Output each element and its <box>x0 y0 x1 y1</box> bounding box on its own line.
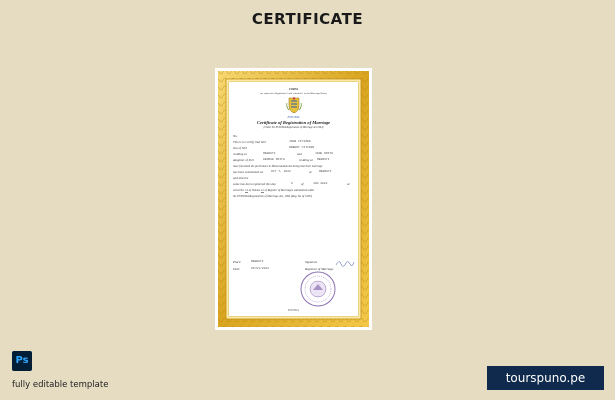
groom-residence: MEERUTI <box>263 152 276 155</box>
photoshop-icon: Ps <box>12 351 32 371</box>
line8-label: same has been registered this day <box>233 182 276 186</box>
line9-a: serial No. <box>233 188 245 192</box>
bride-residence: MEERUTI <box>317 158 330 161</box>
line3-label: residing at <box>233 152 247 156</box>
bride-father-name: GEORGE SMITH <box>263 158 285 161</box>
line8-of: of <box>301 182 304 186</box>
registered-month: JAN 2022 <box>313 182 328 185</box>
certificate-title: Certificate of Registration of Marriage <box>256 120 331 125</box>
solemnized-place: MEERUTI <box>319 170 332 173</box>
brand-badge[interactable]: tourspuno.pe <box>487 366 604 390</box>
line4-mid: residing at <box>299 158 313 162</box>
signature-icon <box>335 258 355 268</box>
line6-label: has been solemnized on <box>233 170 264 174</box>
page-title: CERTIFICATE <box>251 10 364 28</box>
solemnized-date: OCT 7, 2022 <box>271 170 291 173</box>
certificate-subtitle: (Under the ESTONIA Registration of Marriage Act 1994) <box>263 126 324 129</box>
registrar-label: Registrar of Marriage <box>305 267 334 271</box>
groom-father-name: ROBERT CITIZEN <box>289 146 315 149</box>
place-label: Place: <box>233 260 242 264</box>
signature-label: Signature <box>305 260 318 264</box>
line10-text: the ESTONIA Registration of Marriage Act, 1994 (Reg. No of 1995). <box>233 194 313 198</box>
country-name: ESTONIA <box>287 115 300 119</box>
date-label: Date: <box>233 267 241 271</box>
seal-label: ESTONIA <box>287 309 300 312</box>
line3-and: and <box>297 152 302 156</box>
bride-name: JANE SMITH <box>315 152 334 155</box>
line4-label: daughter of Shri <box>233 158 254 162</box>
line8-at: at <box>347 182 350 186</box>
certificate-document <box>215 68 372 330</box>
line7-text: and that the <box>233 176 249 180</box>
volume-number: 12 <box>260 188 264 192</box>
editable-caption: fully editable template <box>12 380 109 390</box>
certificate-content <box>229 82 358 316</box>
line9-b: of Volume <box>248 188 261 192</box>
line6-at: at <box>309 170 312 174</box>
line9-c: of Register of Marriages maintained under <box>264 188 315 192</box>
line1-label: This is to Certify that Shri <box>233 140 267 144</box>
line2-label: Son of Shri <box>233 146 248 150</box>
groom-name: JOHN CITIZEN <box>289 140 311 143</box>
coat-of-arms-icon <box>286 97 302 114</box>
serial-number: 12 <box>245 188 249 192</box>
line5-text: have furnished the particulars in Memorandum declaring that their marriage <box>233 164 323 168</box>
form-subheader: (as referred in Regulation 5 and schedule 1 to the Marriage Rules) <box>260 92 327 95</box>
official-seal-icon <box>299 270 337 308</box>
place-value: MEERUTI <box>251 260 264 263</box>
date-value: 05/01/2022 <box>251 267 270 270</box>
registered-day: 6 <box>291 182 293 185</box>
form-header: FORM <box>289 88 298 91</box>
no-label: No. <box>233 134 238 138</box>
